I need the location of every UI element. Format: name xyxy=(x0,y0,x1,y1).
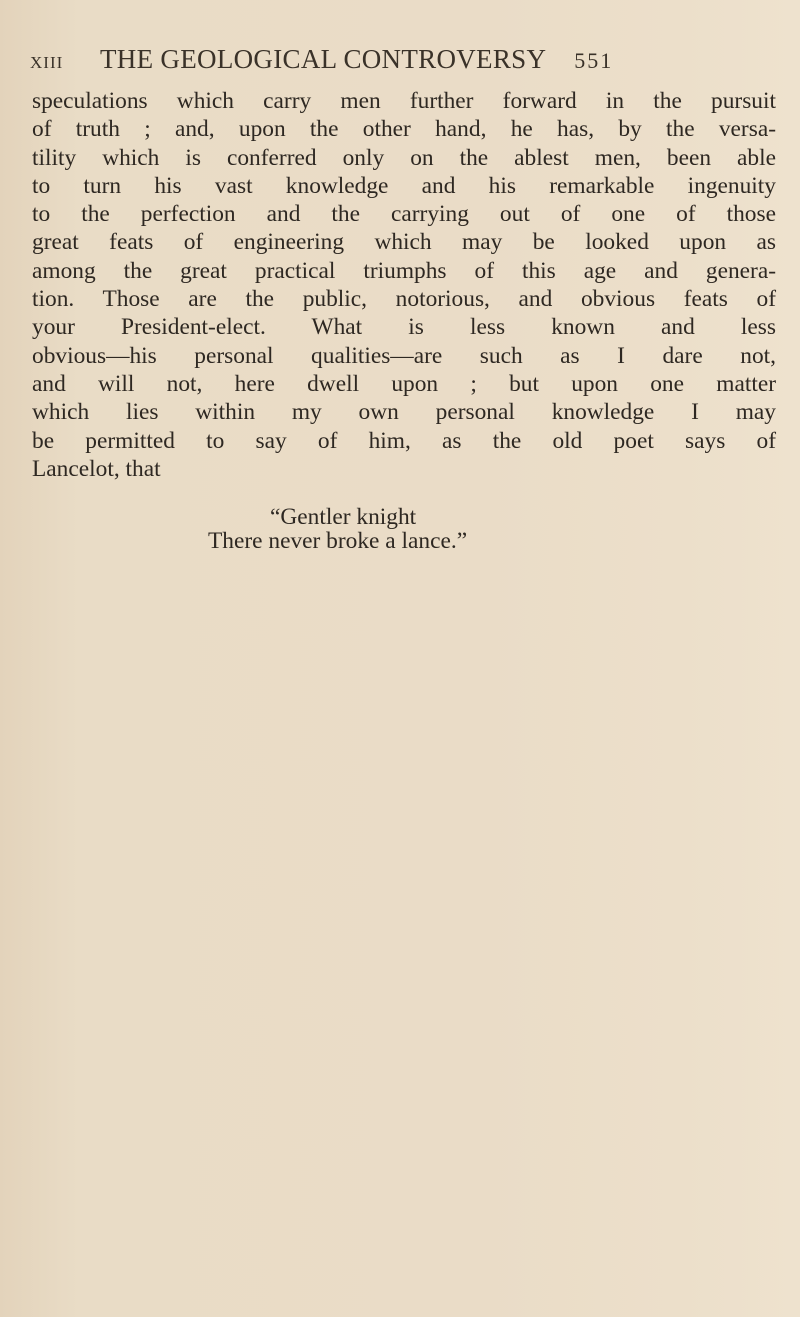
text-line: your President-elect. What is less known and less xyxy=(32,314,776,341)
chapter-number: XIII xyxy=(30,53,64,72)
text-line: obvious—his personal qualities—are such as I dare not, xyxy=(32,342,776,369)
quote-line-2: There never broke a lance.” xyxy=(208,528,468,554)
running-title: THE GEOLOGICAL CONTROVERSY xyxy=(100,44,547,74)
text-line: and will not, here dwell upon ; but upon one matter xyxy=(32,370,776,397)
text-line: Lancelot, that xyxy=(32,455,161,482)
text-line: to the perfection and the carrying out of one of those xyxy=(32,201,776,228)
text-line: among the great practical triumphs of this age and genera- xyxy=(32,257,776,284)
text-line: of truth ; and, upon the other hand, he has, by the versa- xyxy=(32,116,776,143)
quote-line-1: “Gentler knight xyxy=(270,504,417,530)
page-number: 551 xyxy=(574,48,614,73)
body-paragraph xyxy=(32,87,776,483)
running-header xyxy=(30,44,790,84)
text-line: to turn his vast knowledge and his remarkable ingenuity xyxy=(32,172,776,199)
text-line: tion. Those are the public, notorious, and obvious feats of xyxy=(32,286,776,313)
text-line: speculations which carry men further forward in the pursuit xyxy=(32,88,776,114)
text-line: great feats of engineering which may be looked upon as xyxy=(32,229,776,256)
text-line: be permitted to say of him, as the old poet says of xyxy=(32,427,776,454)
text-line: which lies within my own personal knowledge I may xyxy=(32,399,776,426)
text-line: tility which is conferred only on the ablest men, been able xyxy=(32,144,776,171)
